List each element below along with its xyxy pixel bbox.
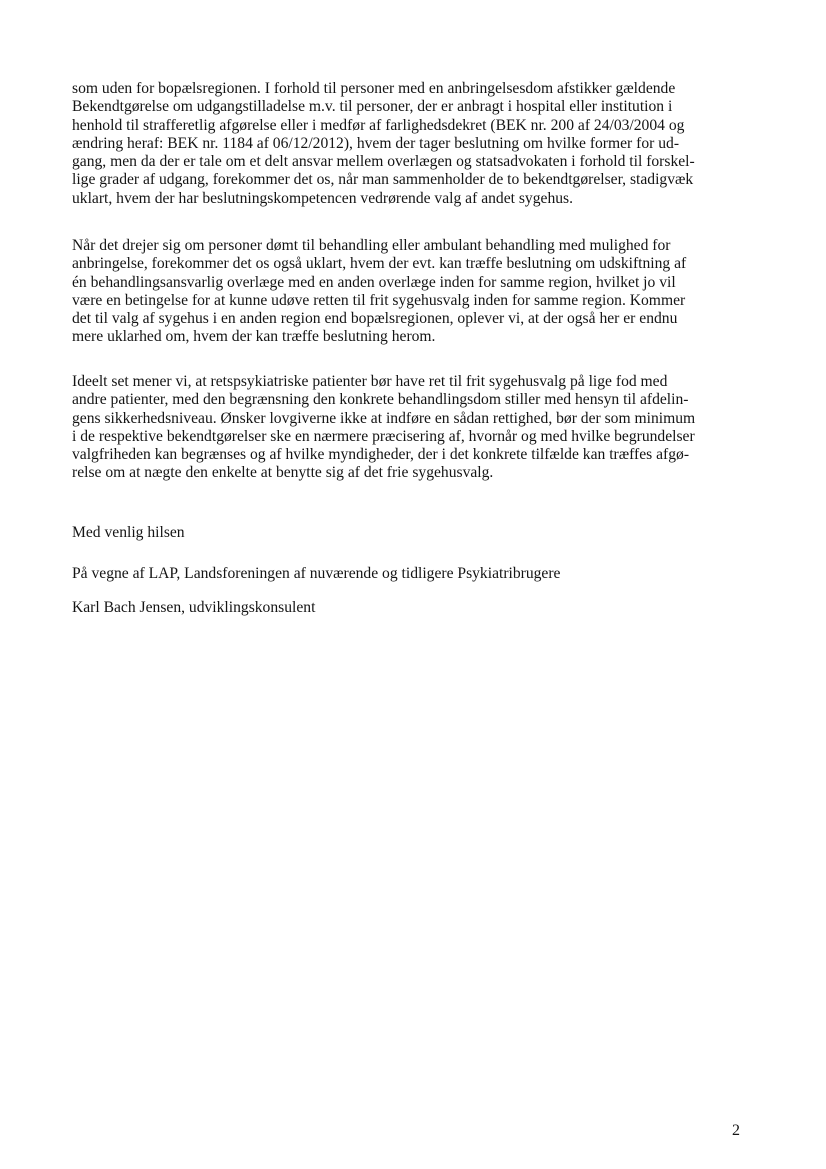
text-line: være en betingelse for at kunne udøve retten til frit sygehusvalg inden for samme region. Kommer bbox=[72, 291, 686, 309]
paragraph-2 bbox=[72, 237, 762, 347]
text-line: relse om at nægte den enkelte at benytte sig af det frie sygehusvalg. bbox=[72, 464, 494, 482]
closing-greeting: Med venlig hilsen bbox=[72, 524, 185, 541]
text-line: ændring heraf: BEK nr. 1184 af 06/12/2012), hvem der tager beslutning om hvilke former for ud- bbox=[72, 134, 680, 152]
text-line: én behandlingsansvarlig overlæge med en anden overlæge inden for samme region, hvilket jo vil bbox=[72, 273, 676, 291]
text-line: gens sikkerhedsniveau. Ønsker lovgiverne ikke at indføre en sådan rettighed, bør der som minimum bbox=[72, 409, 696, 427]
text-line: gang, men da der er tale om et delt ansvar mellem overlægen og statsadvokaten i forhold til forskel- bbox=[72, 153, 695, 171]
text-line: det til valg af sygehus i en anden region end bopælsregionen, oplever vi, at der også her er endnu bbox=[72, 310, 678, 328]
text-line: Ideelt set mener vi, at retspsykiatriske patienter bør have ret til frit sygehusvalg på lige fod med bbox=[72, 373, 668, 390]
text-line: Når det drejer sig om personer dømt til behandling eller ambulant behandling med mulighed for bbox=[72, 237, 671, 254]
on-behalf-line: På vegne af LAP, Landsforeningen af nuværende og tidligere Psykiatribrugere bbox=[72, 565, 561, 582]
page-number: 2 bbox=[732, 1122, 740, 1139]
signature-line: Karl Bach Jensen, udviklingskonsulent bbox=[72, 599, 316, 616]
text-line: anbringelse, forekommer det os også uklart, hvem der evt. kan træffe beslutning om udskiftning af bbox=[72, 255, 687, 273]
text-line: som uden for bopælsregionen. I forhold til personer med en anbringelsesdom afstikker gældende bbox=[72, 80, 676, 97]
text-line: lige grader af udgang, forekommer det os, når man sammenholder de to bekendtgørelser, stadigvæk bbox=[72, 171, 694, 189]
text-line: uklart, hvem der har beslutningskompetencen vedrørende valg af andet sygehus. bbox=[72, 189, 574, 207]
text-line: mere uklarhed om, hvem der kan træffe beslutning herom. bbox=[72, 328, 436, 346]
paragraph-1 bbox=[72, 80, 762, 208]
text-line: valgfriheden kan begrænses og af hvilke myndigheder, der i det konkrete tilfælde kan træffes afgø- bbox=[72, 446, 690, 464]
text-line: henhold til strafferetlig afgørelse eller i medfør af farlighedsdekret (BEK nr. 200 af 24/03/2004 og bbox=[72, 116, 685, 134]
text-line: i de respektive bekendtgørelser ske en nærmere præcisering af, hvornår og med hvilke begrundelser bbox=[72, 427, 695, 445]
paragraph-3 bbox=[72, 373, 762, 483]
text-line: andre patienter, med den begrænsning den konkrete behandlingsdom stiller med hensyn til afdelin- bbox=[72, 391, 689, 409]
text-line: Bekendtgørelse om udgangstilladelse m.v. til personer, der er anbragt i hospital eller institution i bbox=[72, 98, 673, 116]
